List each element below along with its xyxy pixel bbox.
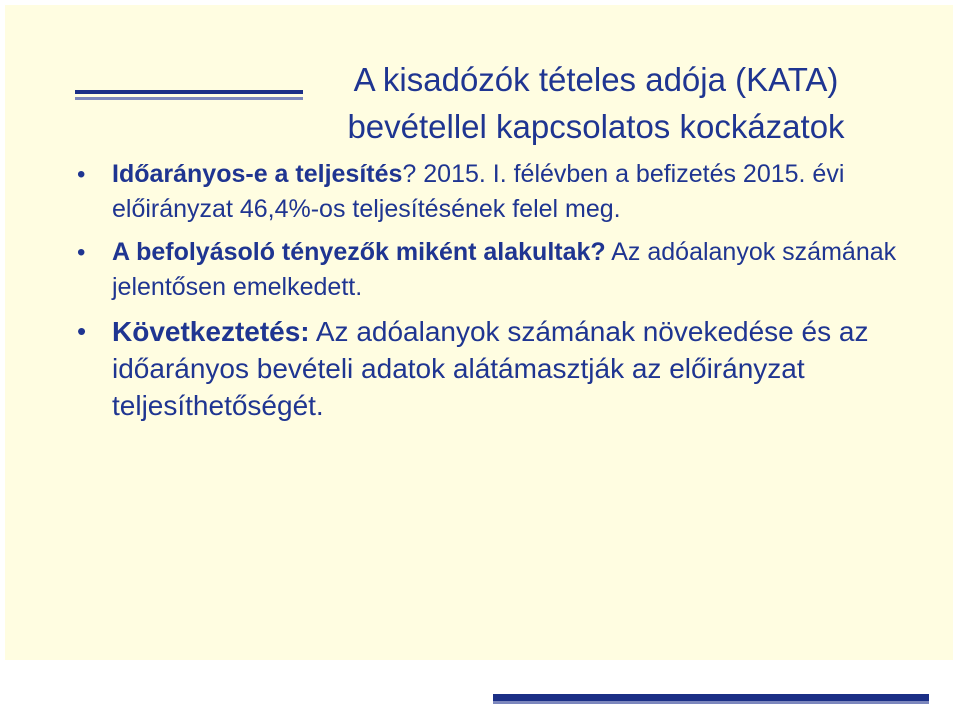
bullet-text: ? 2015. I. félévben a befizetés 2015. évi előirányzat 46,4%-os teljesítésének felel meg. [112,160,845,223]
footer-decor-line-shadow [493,701,929,704]
bullet-text: Az adóalanyok számának jelentősen emelkedett. [112,238,897,301]
bullet-lead: A befolyásoló tényezők miként alakultak? [112,238,606,266]
bullet-item [5,313,953,424]
bullet-lead: Következtetés: [112,316,310,347]
slide-title-line-2: bevétellel kapcsolatos kockázatok [347,108,845,145]
bullet-item [5,235,953,305]
slide-title-line-1: A kisadózók tételes adója (KATA) [353,61,839,98]
bullet-dot: • [77,316,87,346]
slide-title [251,56,941,150]
slide [5,5,953,660]
bullet-dot: • [77,161,86,188]
bullet-dot: • [77,239,86,266]
footer-decor-line [493,694,929,701]
bullet-list [5,157,953,428]
bullet-text: Az adóalanyok számának növekedése és az időarányos bevételi adatok alátámasztják az előirányzat teljesíthetőségét. [112,316,869,421]
bullet-item [5,157,953,227]
bullet-lead: Időarányos-e a teljesítés [112,160,403,188]
